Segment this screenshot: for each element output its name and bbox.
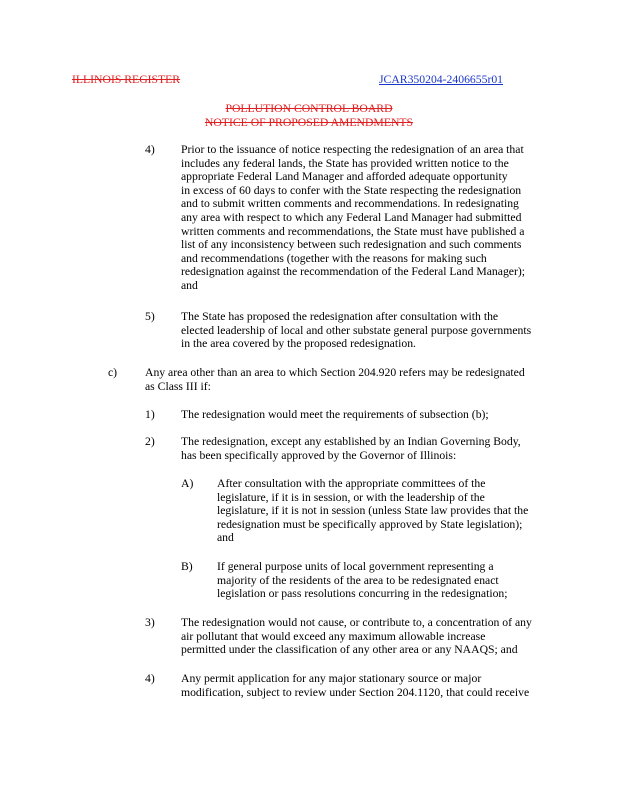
- item-number: 4): [145, 143, 155, 156]
- text-line: in the area covered by the proposed redesignation.: [181, 337, 416, 351]
- agency-title: POLLUTION CONTROL BOARD: [225, 102, 393, 115]
- register-header: ILLINOIS REGISTER: [72, 73, 181, 86]
- text-line: and: [217, 531, 234, 545]
- text-line: modification, subject to review under Section 204.1120, that could receive: [181, 685, 530, 699]
- text-line: redesignation must be specifically approved by State legislation);: [217, 517, 523, 531]
- paragraph-c3: [181, 616, 532, 657]
- item-number: 4): [145, 672, 155, 685]
- text-line: legislature, if it is not in session (unless State law provides that the: [217, 504, 529, 518]
- text-line: Any permit application for any major stationary source or major: [181, 672, 482, 685]
- text-line: and recommendations (together with the reasons for making such: [181, 251, 487, 265]
- text-line: written comments and recommendations, the State must have published a: [181, 224, 525, 238]
- text-line: any area with respect to which any Federal Land Manager had submitted: [181, 210, 522, 224]
- paragraph-c: [145, 366, 525, 393]
- notice-title: NOTICE OF PROPOSED AMENDMENTS: [204, 116, 414, 129]
- text-line: The State has proposed the redesignation after consultation with the: [181, 310, 499, 323]
- item-number: 5): [145, 310, 155, 323]
- paragraph-b5: [181, 310, 531, 351]
- text-line: The redesignation would not cause, or contribute to, a concentration of any: [181, 616, 532, 629]
- text-line: Prior to the issuance of notice respecting the redesignation of an area that: [181, 143, 524, 156]
- text-line: and to submit written comments and recommendations. In redesignating: [181, 197, 519, 211]
- text-line: The redesignation, except any established by an Indian Governing Body,: [181, 435, 521, 448]
- text-line: redesignation against the recommendation of the Federal Land Manager);: [181, 265, 526, 279]
- item-number: B): [181, 560, 193, 573]
- item-number: 1): [145, 408, 155, 421]
- text-line: has been specifically approved by the Governor of Illinois:: [181, 448, 457, 462]
- text-line: and: [181, 278, 198, 292]
- paragraph-c2A: [217, 477, 528, 545]
- item-number: A): [181, 477, 194, 490]
- text-line: legislature, if it is in session, or with the leadership of the: [217, 490, 485, 504]
- item-number: c): [108, 366, 118, 379]
- text-line: The redesignation would meet the requirements of subsection (b);: [181, 408, 489, 421]
- text-line: as Class III if:: [145, 379, 211, 393]
- text-line: elected leadership of local and other substate general purpose governments: [181, 323, 532, 337]
- paragraph-c1: [181, 408, 489, 422]
- text-line: permitted under the classification of any other area or any NAAQS; and: [181, 643, 518, 657]
- paragraph-c4: [181, 672, 529, 699]
- text-line: air pollutant that would exceed any maximum allowable increase: [181, 629, 486, 643]
- text-line: majority of the residents of the area to be redesignated enact: [217, 573, 499, 587]
- text-line: Any area other than an area to which Section 204.920 refers may be redesignated: [145, 366, 525, 379]
- paragraph-b4: [181, 143, 525, 293]
- text-line: If general purpose units of local government representing a: [217, 560, 494, 573]
- paragraph-c2B: [217, 560, 508, 601]
- item-number: 3): [145, 616, 155, 629]
- text-line: in excess of 60 days to confer with the State respecting the redesignation: [181, 183, 522, 197]
- text-line: After consultation with the appropriate committees of the: [217, 477, 486, 490]
- jcar-code[interactable]: JCAR350204-2406655r01: [379, 73, 504, 86]
- text-line: list of any inconsistency between such redesignation and such comments: [181, 238, 522, 252]
- text-line: appropriate Federal Land Manager and afforded adequate opportunity: [181, 170, 508, 184]
- item-number: 2): [145, 435, 155, 448]
- text-line: includes any federal lands, the State has provided written notice to the: [181, 156, 509, 170]
- paragraph-c2: [181, 435, 521, 462]
- text-line: legislation or pass resolutions concurring in the redesignation;: [217, 587, 508, 601]
